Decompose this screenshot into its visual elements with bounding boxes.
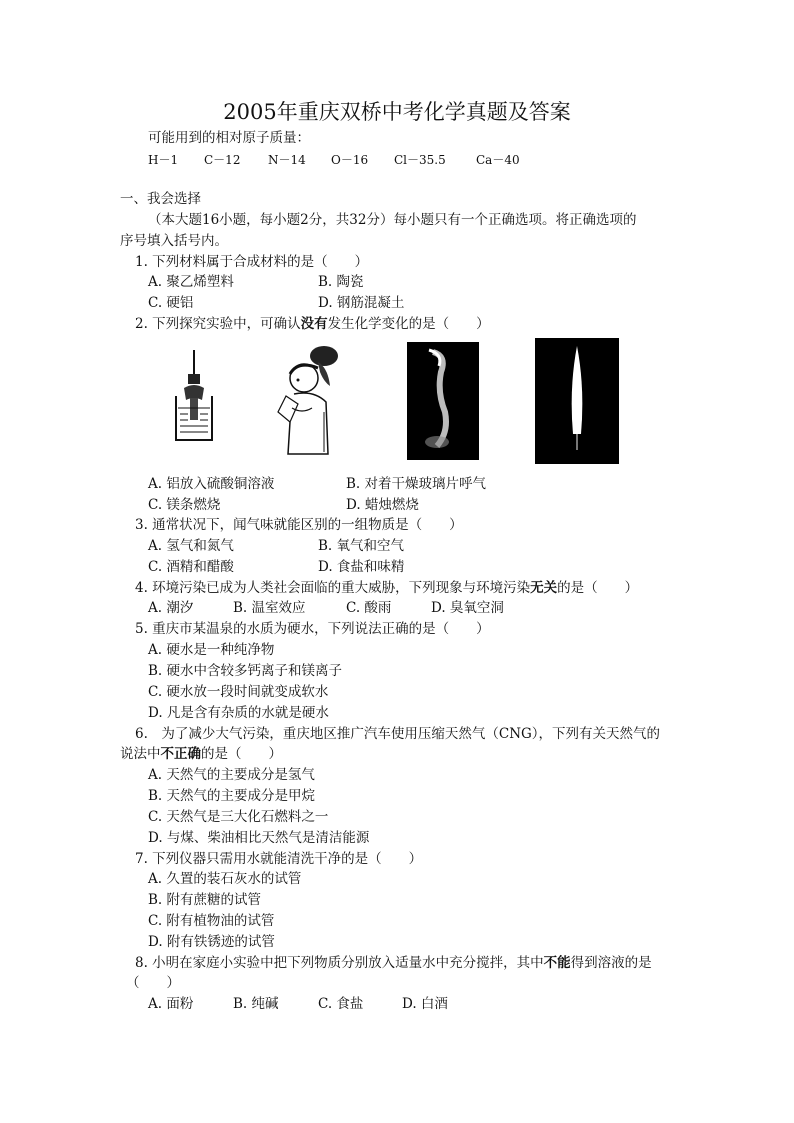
section-heading: 一、我会选择 [120,191,201,207]
q6-option-a: A. 天然气的主要成分是氢气 [148,767,315,783]
q8-stem-emphasis: 不能 [543,955,571,971]
q8-option-a: A. 面粉 [148,996,194,1012]
q3-option-b: B. 氧气和空气 [318,538,405,554]
q6-option-b: B. 天然气的主要成分是甲烷 [148,788,316,804]
q6-option-c: C. 天然气是三大化石燃料之一 [148,809,329,825]
q6-stem-emphasis: 不正确 [160,746,201,762]
q7-option-b: B. 附有蔗糖的试管 [148,892,262,908]
q2-option-b: B. 对着干燥玻璃片呼气 [346,476,487,492]
mass-o: O－16 [331,153,369,167]
q6-stem-line2: 说法中不正确的是（ ） [120,746,282,762]
q7-option-a: A. 久置的装石灰水的试管 [148,871,302,887]
q6-stem-line1: 6. 为了减少大气污染，重庆地区推广汽车使用压缩天然气（CNG），下列有关天然气的 [135,726,661,742]
q2-option-a: A. 铝放入硫酸铜溶液 [148,476,275,492]
q5-option-a: A. 硬水是一种纯净物 [148,642,275,658]
q4-stem-emphasis: 无关 [530,580,558,596]
mass-ca: Ca－40 [476,153,520,167]
q1-option-a: A. 聚乙烯塑料 [148,274,234,290]
mass-cl: Cl－35.5 [394,153,446,167]
q7-stem: 7. 下列仪器只需用水就能清洗干净的是（ ） [135,851,423,867]
q4-stem: 4. 环境污染已成为人类社会面临的重大威胁，下列现象与环境污染无关的是（ ） [135,580,639,596]
q1-option-c: C. 硬铝 [148,295,194,311]
q2-stem: 2. 下列探究实验中，可确认没有发生化学变化的是（ ） [135,316,490,332]
q4-option-b: B. 温室效应 [233,600,306,616]
q8-option-b: B. 纯碱 [233,996,279,1012]
beaker-diagram [170,348,218,444]
q4-option-a: A. 潮汐 [148,600,194,616]
section-desc-line1: （本大题16小题，每小题2分，共32分）每小题只有一个正确选项。将正确选项的 [148,212,637,228]
girl-breathing-illustration [268,342,348,464]
candle-flame-photo [535,338,619,464]
section-desc-line2: 序号填入括号内。 [120,233,228,249]
page-title: 2005年重庆双桥中考化学真题及答案 [223,100,571,124]
q3-option-a: A. 氢气和氮气 [148,538,234,554]
q7-option-d: D. 附有铁锈迹的试管 [148,934,275,950]
q8-option-d: D. 白酒 [402,996,448,1012]
q1-option-d: D. 钢筋混凝土 [318,295,405,311]
q4-option-c: C. 酸雨 [346,600,392,616]
q5-option-b: B. 硬水中含较多钙离子和镁离子 [148,663,343,679]
q7-option-c: C. 附有植物油的试管 [148,913,275,929]
q4-option-d: D. 臭氧空洞 [431,600,504,616]
atomic-mass-label: 可能用到的相对原子质量： [148,130,310,146]
q5-option-d: D. 凡是含有杂质的水就是硬水 [148,705,329,721]
mass-n: N－14 [268,153,306,167]
q3-stem: 3. 通常状况下，闻气味就能区别的一组物质是（ ） [135,517,463,533]
q8-option-c: C. 食盐 [318,996,364,1012]
q5-stem: 5. 重庆市某温泉的水质为硬水，下列说法正确的是（ ） [135,621,490,637]
q3-option-c: C. 酒精和醋酸 [148,559,234,575]
q1-option-b: B. 陶瓷 [318,274,364,290]
q8-stem-line2: （ ） [126,975,180,991]
q3-option-d: D. 食盐和味精 [318,559,405,575]
magnesium-burning-photo [407,342,479,460]
mass-h: H－1 [148,153,179,167]
q2-stem-emphasis: 没有 [300,316,328,332]
q2-option-c: C. 镁条燃烧 [148,497,221,513]
q5-option-c: C. 硬水放一段时间就变成软水 [148,684,329,700]
mass-c: C－12 [204,153,241,167]
q8-stem-line1: 8. 小明在家庭小实验中把下列物质分别放入适量水中充分搅拌，其中不能得到溶液的是 [135,955,652,971]
q2-option-d: D. 蜡烛燃烧 [346,497,419,513]
q6-option-d: D. 与煤、柴油相比天然气是清洁能源 [148,830,370,846]
q1-stem: 1. 下列材料属于合成材料的是（ ） [135,254,369,270]
